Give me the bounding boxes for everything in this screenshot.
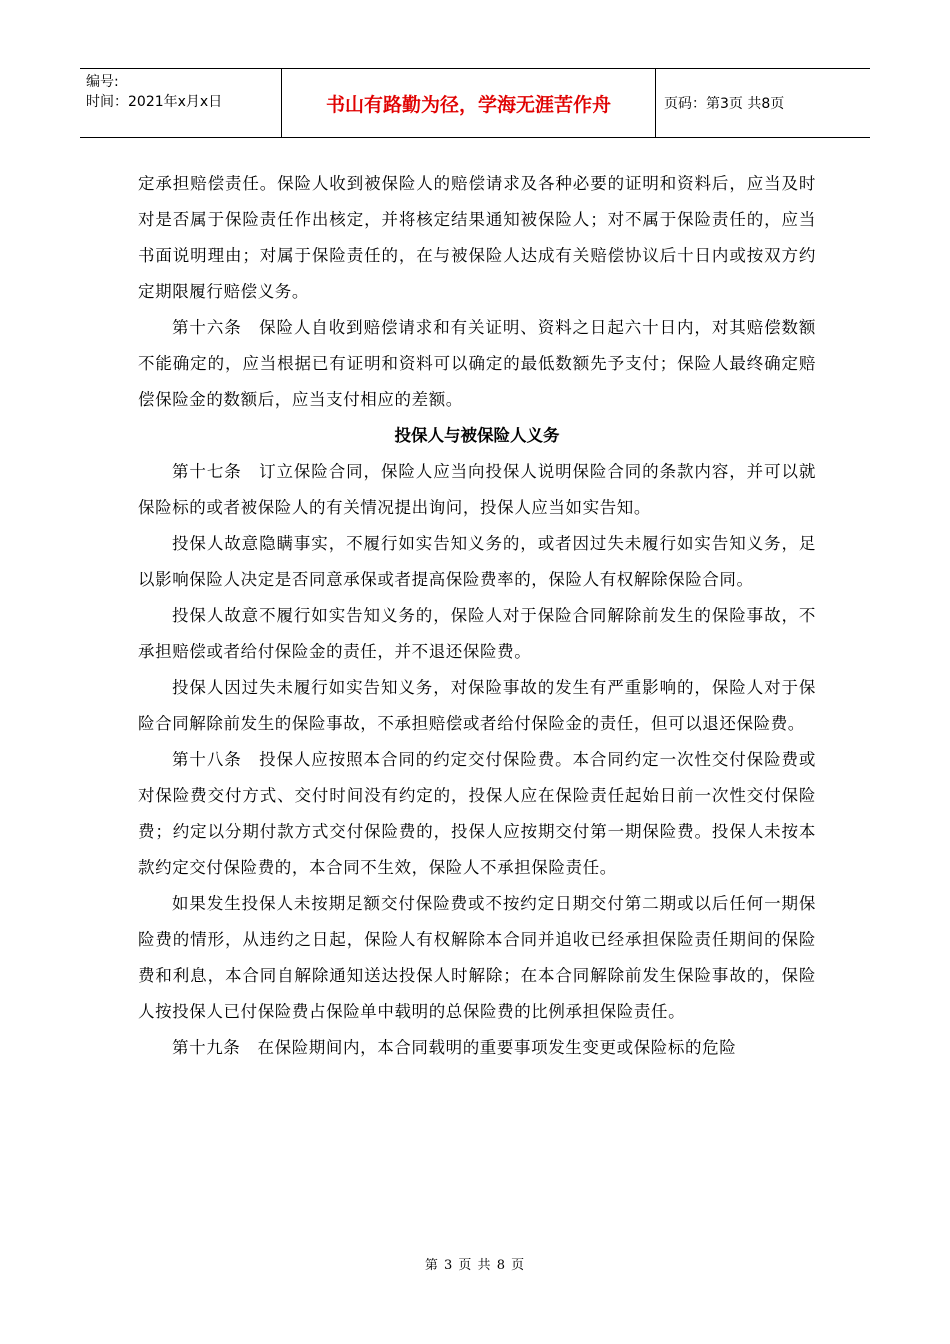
body-paragraph: 投保人故意隐瞒事实，不履行如实告知义务的，或者因过失未履行如实告知义务，足以影响保险人决定是否同意承保或者提高保险费率的，保险人有权解除保险合同。	[138, 534, 816, 589]
body-paragraph: 第十八条 投保人应按照本合同的约定交付保险费。本合同约定一次性交付保险费或对保险费交付方式、交付时间没有约定的，投保人应在保险责任起始日前一次性交付保险费；约定以分期付款方式交付保险费的，投保人应按期交付第一期保险费。投保人未按本款约定交付保险费的，本合同不生效，保险人不承担保险责任。	[138, 750, 816, 877]
body-paragraph: 投保人因过失未履行如实告知义务，对保险事故的发生有严重影响的，保险人对于保险合同解除前发生的保险事故，不承担赔偿或者给付保险金的责任，但可以退还保险费。	[138, 678, 816, 733]
header-page-info: 页码：第3页 共8页	[664, 96, 785, 112]
document-body	[138, 166, 816, 1066]
header-motto: 书山有路勤为径，学海无涯苦作舟	[282, 69, 656, 137]
page-header	[80, 68, 870, 138]
body-paragraph: 投保人故意不履行如实告知义务的，保险人对于保险合同解除前发生的保险事故，不承担赔偿或者给付保险金的责任，并不退还保险费。	[138, 606, 816, 661]
body-paragraph: 如果发生投保人未按期足额交付保险费或不按约定日期交付第二期或以后任何一期保险费的情形，从违约之日起，保险人有权解除本合同并追收已经承担保险责任期间的保险费和利息，本合同自解除通知送达投保人时解除；在本合同解除前发生保险事故的，保险人按投保人已付保险费占保险单中载明的总保险费的比例承担保险责任。	[138, 894, 816, 1021]
page-footer: 第 3 页 共 8 页	[424, 1258, 526, 1273]
document-time-label: 时间：2021年x月x日	[86, 94, 223, 110]
section-heading: 投保人与被保险人义务	[394, 426, 560, 445]
body-paragraph: 第十九条 在保险期间内，本合同载明的重要事项发生变更或保险标的危险	[172, 1038, 737, 1057]
header-meta	[80, 69, 282, 137]
body-paragraph: 第十六条 保险人自收到赔偿请求和有关证明、资料之日起六十日内，对其赔偿数额不能确定的，应当根据已有证明和资料可以确定的最低数额先予支付；保险人最终确定赔偿保险金的数额后，应当支付相应的差额。	[138, 318, 816, 409]
body-paragraph: 定承担赔偿责任。保险人收到被保险人的赔偿请求及各种必要的证明和资料后，应当及时对是否属于保险责任作出核定，并将核定结果通知被保险人；对不属于保险责任的，应当书面说明理由；对属于保险责任的，在与被保险人达成有关赔偿协议后十日内或按双方约定期限履行赔偿义务。	[138, 174, 816, 301]
body-paragraph: 第十七条 订立保险合同，保险人应当向投保人说明保险合同的条款内容，并可以就保险标的或者被保险人的有关情况提出询问，投保人应当如实告知。	[138, 462, 816, 517]
document-number-label: 编号:	[86, 74, 119, 90]
